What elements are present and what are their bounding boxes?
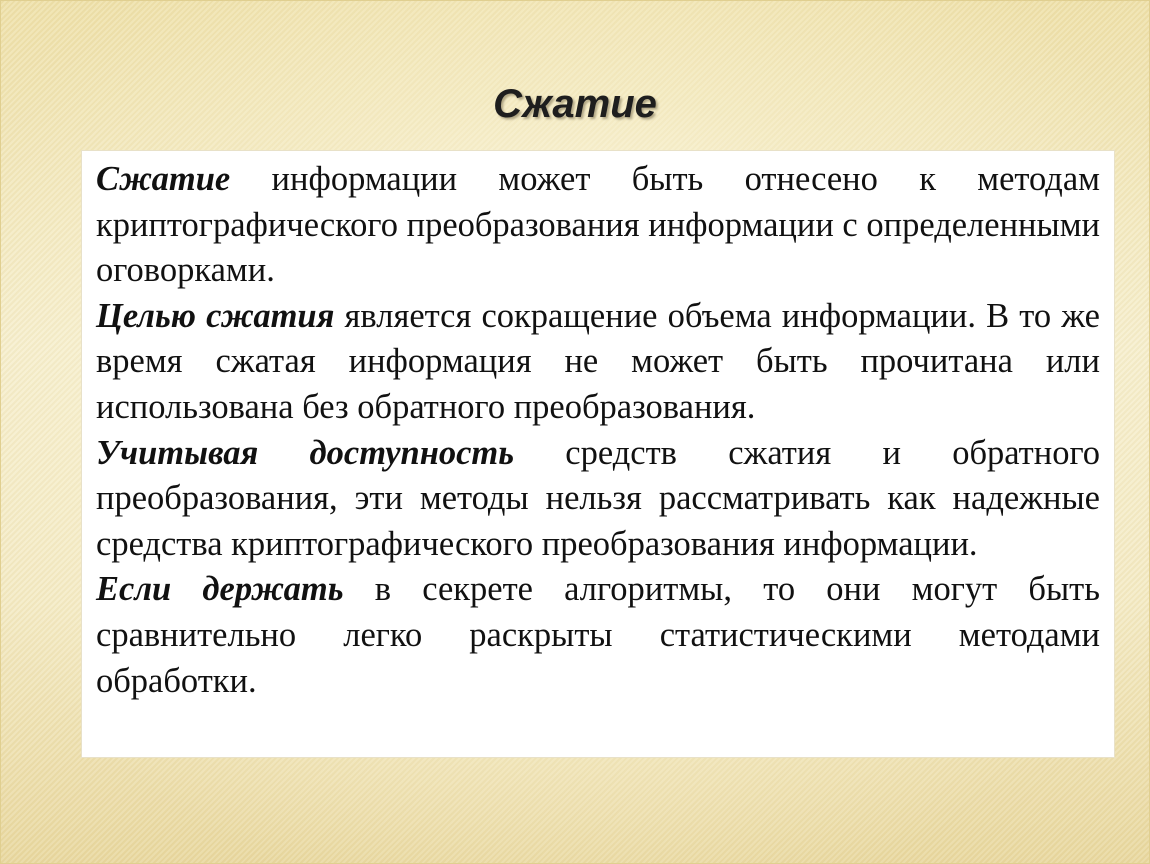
slide-title: Сжатие — [493, 82, 657, 126]
paragraph-4-text: в секрете алгоритмы, то они могут быть сравнительно легко раскрыты статистическими методами обработки. — [96, 570, 1100, 700]
paragraph-3-text: средств сжатия и обратного преобразования, эти методы нельзя рассматривать как надежные средства криптографического преобразования информации. — [96, 433, 1101, 563]
paragraph-3 — [96, 431, 1100, 568]
paragraph-2 — [96, 294, 1100, 431]
paragraph-1-text: информации может быть отнесено к методам криптографического преобразования информации с определенными оговорками. — [96, 160, 1100, 290]
content-box — [81, 150, 1115, 758]
paragraph-4 — [96, 567, 1100, 704]
paragraph-2-emphasis: Целью сжатия — [96, 296, 335, 335]
paragraph-1 — [96, 157, 1100, 294]
paragraph-1-emphasis: Сжатие — [96, 160, 231, 198]
paragraph-4-emphasis: Если держать — [96, 570, 344, 609]
paragraph-3-emphasis: Учитывая доступность — [96, 433, 515, 472]
paragraph-2-text: является сокращение объема информации. В то же время сжатая информация не может быть прочитана или использована без обратного преобразования. — [96, 296, 1100, 426]
